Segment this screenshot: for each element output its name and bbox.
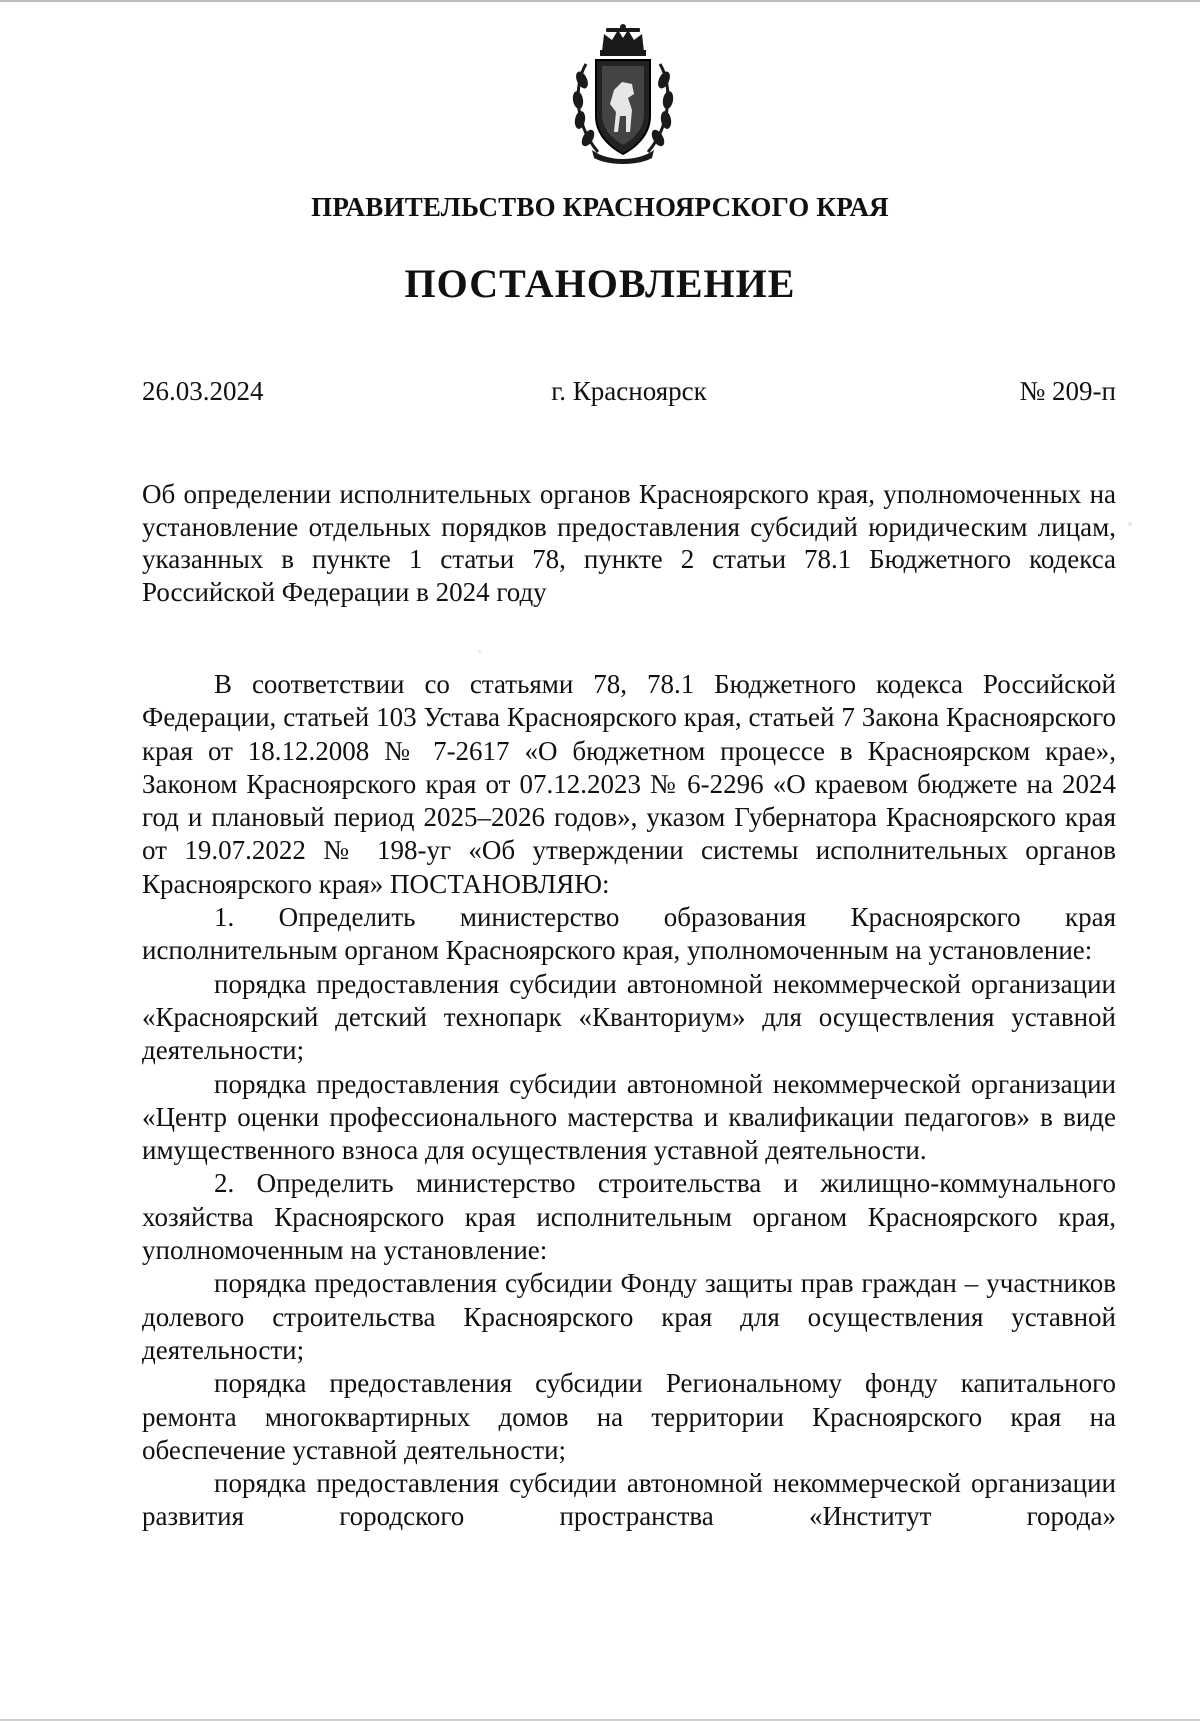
document-type-title: ПОСТАНОВЛЕНИЕ [404,261,796,306]
scan-artifact [1128,522,1132,526]
paragraph-item-1-sub-2: порядка предоставления субсидии автономной некоммерческой организации «Центр оценки профессионального мастерства и квалификации педагогов» в виде имущественного взноса для осуществления уставной деятельности. [142,1068,1116,1166]
paragraph-item-1-sub-1: порядка предоставления субсидии автономной некоммерческой организации «Красноярский детский технопарк «Кванториум» для осуществления уставной деятельности; [142,968,1116,1066]
scan-artifact [478,650,481,653]
coat-of-arms-icon [568,24,678,166]
document-city: г. Красноярск [551,376,707,406]
paragraph-item-2-sub-2: порядка предоставления субсидии Региональному фонду капитального ремонта многоквартирных домов на территории Красноярского края на обеспечение уставной деятельности; [142,1368,1116,1465]
paragraph-preamble: В соответствии со статьями 78, 78.1 Бюджетного кодекса Российской Федерации, статьей 103 Устава Красноярского края, статьей 7 Закона Красноярского края от 18.12.2008 № 7-2617 «О бюджетном процессе в Красноярском крае», Законом Красноярского края от 07.12.2023 № 6-2296 «О краевом бюджете на 2024 год и плановый период 2025–2026 годов», указом Губернатора Красноярского края от 19.07.2022 № 198-уг «Об утверждении системы исполнительных органов Красноярского края» ПОСТАНОВЛЯЮ: [142,669,1116,899]
paragraph-item-1: 1. Определить министерство образования Красноярского края исполнительным органом Красноярского края, уполномоченным на установление: [142,902,1116,966]
document-number: № 209-п [1019,376,1116,406]
paragraph-item-2-sub-3: порядка предоставления субсидии автономной некоммерческой организации развития городского пространства «Институт города» [142,1468,1116,1532]
document-meta-row [142,376,1116,412]
document-date: 26.03.2024 [142,376,264,406]
government-title: ПРАВИТЕЛЬСТВО КРАСНОЯРСКОГО КРАЯ [311,192,889,222]
paragraph-item-2: 2. Определить министерство строительства и жилищно-коммунального хозяйства Красноярского края исполнительным органом Красноярского края, уполномоченным на установление: [142,1168,1116,1266]
paragraph-item-2-sub-1: порядка предоставления субсидии Фонду защиты прав граждан – участников долевого строительства Красноярского края для осуществления уставной деятельности; [142,1268,1116,1365]
document-body [142,668,1116,1534]
document-subject: Об определении исполнительных органов Красноярского края, уполномоченных на установление отдельных порядков предоставления субсидий юридическим лицам, указанных в пункте 1 статьи 78, пункте 2 статьи 78.1 Бюджетного кодекса Российской Федерации в 2024 году [142,479,1116,607]
